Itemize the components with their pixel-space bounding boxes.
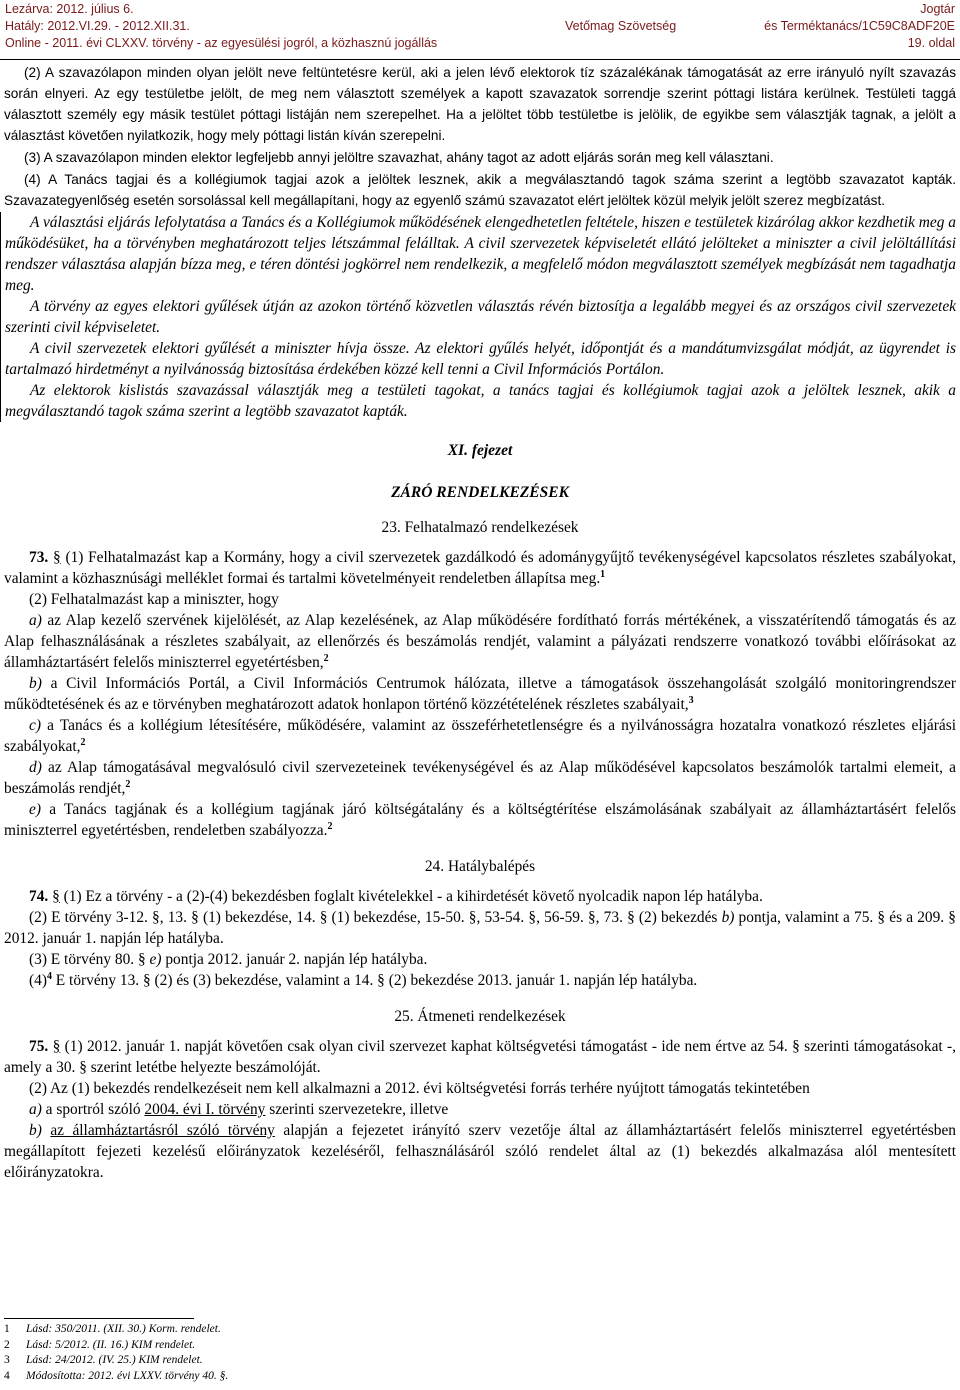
commentary-paragraph: A választási eljárás lefolytatása a Tanács és a Kollégiumok működésének elengedhetetlen feltétele, hiszen e testületek kizárólag akkor kezdhetik meg a működésüket, ha a törvényben meghatározott teljes létszámmal felálltak. A civil szervezetek képviseletét ellátó jelölteket a miniszter a civil jelöltállítási rendszer választása alapján bízza meg, e téren döntési jogkörrel nem rendelkezik, a megfelelő módon megválasztott személyek megbízását nem tagadhatja meg. [5,214,956,294]
footnotes [4,1322,228,1384]
footnote-divider [4,1318,194,1319]
point-e: e) a Tanács tagjának és a kollégium tagjának járó költségátalány és a költségtérítése elszámolásának szabályait az államháztartásért felelős miniszterrel egyetértésben, rendeletben szabályozza.$^2$ [4,801,956,839]
point-a: a) az Alap kezelő szervének kijelölését, az Alap kezelésének, az Alap működésére fordítható forrás mértékének, a visszatérítendő támogatás és az Alap felhasználásának a részletes szabályait, az ellenőrzés és beszámolás rendjét, valamint a pályázati rendszerre vonatkozó további előírásokat az államháztartásért felelős miniszterrel egyetértésben,$^2$ [4,612,956,671]
law-link[interactable]: 2004. évi I. törvény [144,1101,266,1118]
document-body [4,62,956,1183]
point-d: d) az Alap támogatásával megvalósuló civil szervezeteinek tevékenységével és az Alap működésével kapcsolatos beszámolók tartalmi elemeit, a beszámolás rendjét,$^2$ [4,759,956,797]
section-74-p4: $(4)^4$ E törvény 13. § (2) és (3) bekezdése, valamint a 14. § (2) bekezdése 2013. január 1. napján lép hatályba. [29,970,698,989]
section-75-p1: 75. § (1) 2012. január 1. napját követően csak olyan civil szervezet kaphat költségvetési támogatást - ide nem értve az 54. § szerinti támogatásokat -, amely a 30. § szerint letétbe helyezte beszámolóját. [4,1038,956,1076]
validity-range: Hatály: 2012.VI.29. - 2012.XII.31. [5,19,190,33]
footnote-ref: 2 [327,820,333,832]
footnote-ref: 4 [46,970,52,982]
section-heading: 24. Hatálybalépés [424,858,536,875]
section-75-p2: (2) Az (1) bekezdés rendelkezéseit nem kell alkalmazni a 2012. évi költségvetési forrás terhére nyújtott támogatás tekintetében [29,1080,810,1097]
footnote-ref: 2 [80,736,86,748]
commentary-paragraph: Az elektorok kislistás szavazással választják meg a testületi tagokat, a tanács tagjai és kollégiumok tagjai azok a jelöltek lesznek, akik a megválasztandó tagok száma szerint a legtöbb szavazatot kapták. [5,382,956,420]
document-title: Online - 2011. évi CLXXV. törvény - az egyesülési jogról, a közhasznú jogállás [5,36,438,50]
footnote: 1 Lásd: 350/2011. (XII. 30.) Korm. rendelet. [4,1323,221,1335]
point-b: b) a Civil Információs Portál, a Civil Információs Centrumok hálózata, illetve a támogatások összehangolását szolgáló monitoringrendszer működtetésének és az e törvényben meghatározott adatok honlapon történő közzétételének részletes szabályait,$^3$ [4,675,956,713]
footnote-ref: 2 [125,778,131,790]
header-divider [0,59,960,60]
law-link[interactable]: az államháztartásról szóló törvény [50,1122,275,1139]
section-sign: § [52,1038,61,1055]
section-number: 73. [29,549,49,566]
section-number: 74. [29,888,49,905]
section-number: 75. [29,1038,49,1055]
section-heading: 23. Felhatalmazó rendelkezések [381,519,579,536]
footnote-ref: 3 [688,694,694,706]
footnote-ref: 2 [323,652,329,664]
footnote: 4 Módosította: 2012. évi LXXV. törvény 40. §. [4,1369,229,1382]
paragraph-ballot-candidates: (2) A szavazólapon minden olyan jelölt neve feltüntetésre kerül, aki a jelen lévő elektorok tíz százalékának támogatását az erre irányuló nyílt szavazás során elnyeri. Az egy testületbe jelölt, de meg nem választott személyek a kapott szavazatok sorrendje szerint póttagi listára kerülnek. Testületi taggá választott személy egy másik testület póttagi listáján nem szerepelhet. Ha a jelöltet több testületbe is jelölik, de egyikbe sem választják tagnak, a jelölt a választást követően nyilatkozik, hogy mely póttagi listán kíván szerepelni. [4,65,956,143]
paragraph-vote-limit: (3) A szavazólapon minden elektor legfeljebb annyi jelöltre szavazhat, ahány tagot az adott eljárás során meg kell választani. [24,150,774,165]
header-right [764,1,955,52]
document-id: és Terméktanács/1C59C8ADF20E [764,19,955,33]
page-number: 19. oldal [907,36,955,50]
commentary-block [0,212,956,422]
page-header [0,0,960,60]
chapter-number: XI. fejezet [447,442,513,459]
commentary-paragraph: A törvény az egyes elektori gyűlések útján az azokon történő közvetlen választás révén biztosítja a legalább megyei és az országos civil szervezetek szerinti civil képviseletet. [5,298,956,336]
section-73-p1: 73. § (1) Felhatalmazást kap a Kormány, hogy a civil szervezetek gazdálkodó és adománygyűjtő tevékenységével kapcsolatos részletes szabályokat, valamint a közhasznúsági melléklet formai és tartalmi követelményeit rendeletben állapítsa meg.$^1$ [4,549,956,587]
paragraph-council-members: (4) A Tanács tagjai és a kollégiumok tagjai azok a jelöltek lesznek, akik a megválasztandó tagok száma szerint a legtöbb szavazatot kapták. Szavazategyenlőség esetén sorsolással kell megállapítani, hogy az egyenlő számú szavazatot elért jelöltek közül melyik jelölt szerez megbízatást. [4,172,956,208]
section-74-p3: (3) E törvény 80. § e) pontja 2012. január 2. napján lép hatályba. [29,951,428,968]
section-73-p2: (2) Felhatalmazást kap a miniszter, hogy [29,591,279,608]
point-a: a) a sportról szóló 2004. évi I. törvény szerinti szervezetekre, illetve [29,1101,449,1118]
section-sign: § [53,549,61,566]
section-heading: 25. Átmeneti rendelkezések [394,1008,566,1025]
section-74-p2: (2) E törvény 3-12. §, 13. § (1) bekezdése, 14. § (1) bekezdése, 15-50. §, 53-54. §, 56-59. §, 73. § (2) bekezdés b) pontja, valamint a 75. § és a 209. § 2012. január 1. napján lép hatályba. [4,909,957,947]
closed-date: Lezárva: 2012. július 6. [5,2,134,16]
footnote-ref: 1 [600,568,606,580]
organization-name: Vetőmag Szövetség [565,19,677,33]
header-left [5,1,437,52]
chapter-title: ZÁRÓ RENDELKEZÉSEK [391,484,569,501]
publisher-name: Jogtár [920,2,955,16]
point-b: b) az államháztartásról szóló törvény alapján a fejezetet irányító szerv vezetője által az államháztartásért felelős miniszterrel egyetértésben megállapított fejezeti kezelésű előirányzatok kezeléséről, felhasználásáról szóló rendelet által az (1) bekezdés alkalmazása alól mentesített előirányzatokra. [4,1122,956,1181]
section-sign: § [52,888,60,905]
section-74-p1: 74. § (1) Ez a törvény - a (2)-(4) bekezdésben foglalt kivételekkel - a kihirdetését követő nyolcadik napon lép hatályba. [29,888,763,905]
footnote: 2 Lásd: 5/2012. (II. 16.) KIM rendelet. [4,1338,196,1351]
commentary-paragraph: A civil szervezetek elektori gyűlését a miniszter hívja össze. Az elektori gyűlés helyét, időpontját és a mandátumvizsgálat módját, az ügyrendet is tartalmazó hirdetményt a nyilvánosság biztosítása érdekében közzé kell tenni a Civil Információs Portálon. [5,340,956,378]
footnote: 3 Lásd: 24/2012. (IV. 25.) KIM rendelet. [4,1354,203,1366]
point-c: c) a Tanács és a kollégium létesítésére, működésére, valamint az összeférhetetlenségre és a nyilvánosságra hozatalra vonatkozó részletes eljárási szabályokat,$^2$ [4,717,956,755]
